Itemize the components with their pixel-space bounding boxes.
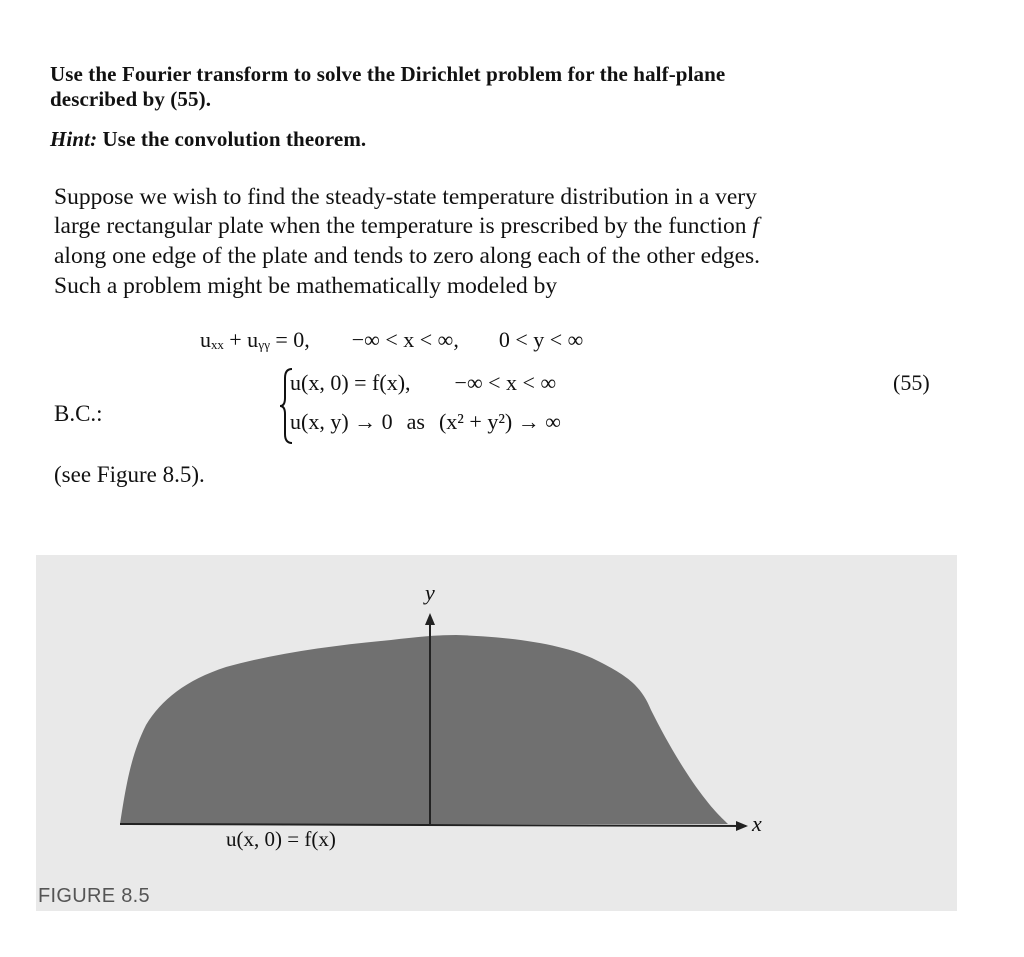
x-axis-label: x [752,811,762,836]
x-axis [120,824,746,826]
bc-label: B.C.: [54,401,103,426]
paragraph-line-4: Such a problem might be mathematically modeled by [54,273,558,299]
bc-line-2 [290,409,561,435]
paragraph-line-2 [54,213,759,240]
bc2-lhs: u(x, y) → 0 [290,409,393,434]
hint-text: Use the convolution theorem. [97,127,367,151]
bc-line-1 [290,370,556,396]
hint-label: Hint: [50,127,98,151]
x-axis-arrow [736,821,748,831]
boundary-label: u(x, 0) = f(x) [226,827,336,851]
pde-equation [200,327,583,353]
pde-x-range: −∞ < x < ∞, [351,327,459,352]
pde-y-range: 0 < y < ∞ [498,327,584,352]
bc1-range: −∞ < x < ∞ [454,370,557,395]
pde: uₓₓ + uᵧᵧ = 0, [200,327,310,352]
figure-8-5 [36,555,957,911]
plate-region [120,635,728,824]
bc2-as: as [406,409,425,434]
figure-drawing [36,555,957,911]
paragraph-line-2-text: large rectangular plate when the temperature is prescribed by the function [54,213,753,239]
bc2-rhs: (x² + y²) → ∞ [438,409,561,434]
function-f: f [752,213,759,239]
hint [50,127,366,152]
paragraph-line-3: along one edge of the plate and tends to zero along each of the other edges. [54,243,761,269]
paragraph-line-1: Suppose we wish to find the steady-state temperature distribution in a very [54,184,757,210]
y-axis-label: y [425,580,435,605]
bc1: u(x, 0) = f(x), [290,370,411,395]
see-figure-text: (see Figure 8.5). [54,462,205,487]
y-axis-arrow [425,613,435,625]
figure-caption: FIGURE 8.5 [38,885,150,907]
problem-line-2: described by (55). [50,87,212,111]
problem-line-1: Use the Fourier transform to solve the Dirichlet problem for the half-plane [50,62,726,86]
equation-number: (55) [893,370,930,395]
